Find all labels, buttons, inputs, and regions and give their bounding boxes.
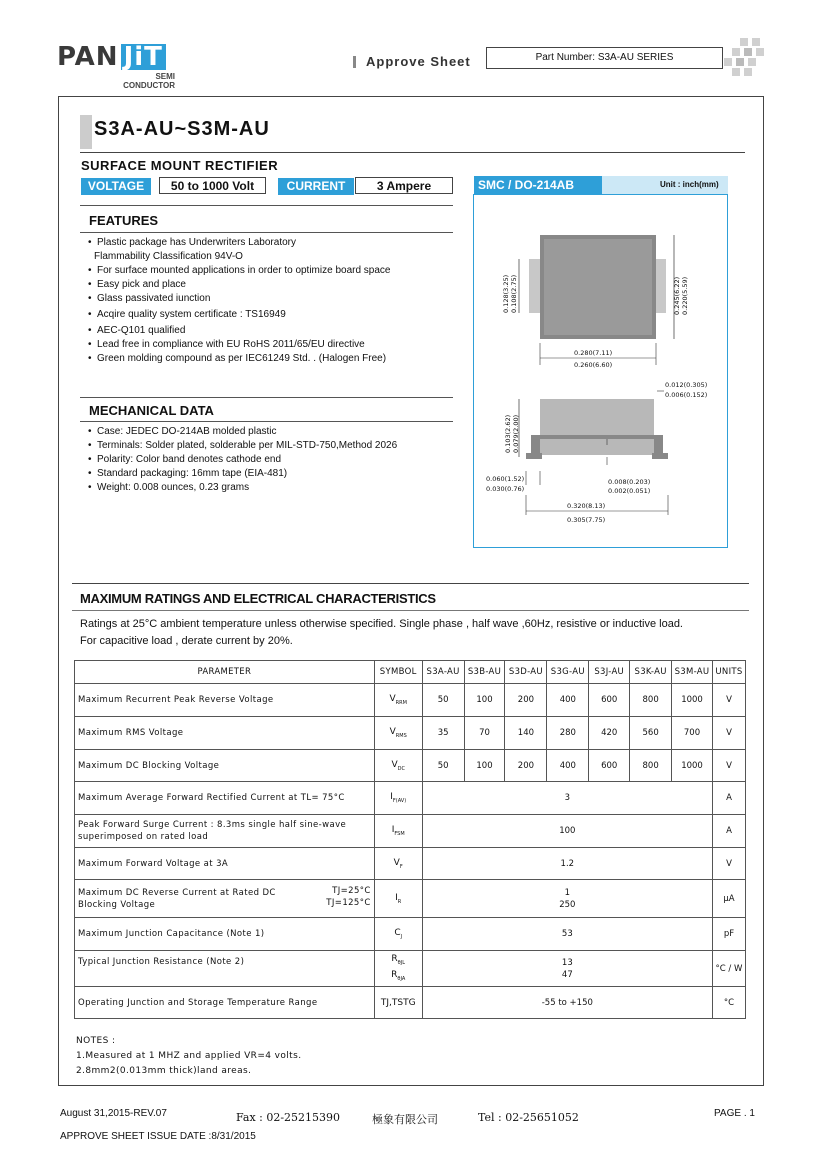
row-value <box>422 951 712 987</box>
dim-side-t1: 0.012(0.305) <box>665 381 708 389</box>
current-label: CURRENT <box>278 178 354 195</box>
row-parameter: Maximum Average Forward Rectified Current at TL= 75°C <box>75 782 375 815</box>
value-s3a: 50 <box>422 684 464 717</box>
mechanical-list <box>88 425 397 495</box>
value-s3g: 400 <box>547 750 589 782</box>
table-row <box>75 951 746 987</box>
max-ratings-underline <box>72 610 749 611</box>
table-row <box>75 782 746 815</box>
logo-pan-text: PAN <box>57 42 119 72</box>
dim-top-r1: 0.245(6.22) <box>673 276 681 315</box>
row-symbol: $I_{FSM}$ <box>374 815 422 848</box>
feature-item: • Easy pick and place <box>88 278 391 292</box>
dim-side-h1: 0.103(2.62) <box>504 414 512 453</box>
logo-sub-conductor: CONDUCTOR <box>123 81 175 90</box>
part-number-box: Part Number: S3A-AU SERIES <box>486 47 723 69</box>
package-drawing <box>473 194 728 548</box>
header-s3k: S3K-AU <box>630 661 672 684</box>
mechanical-item: • Standard packaging: 16mm tape (EIA-481) <box>88 467 397 481</box>
value-s3j: 420 <box>589 717 630 750</box>
voltage-value: 50 to 1000 Volt <box>159 177 266 194</box>
feature-item: • For surface mounted applications in order to optimize board space <box>88 264 391 278</box>
row-symbol: $I_{F(AV)}$ <box>374 782 422 815</box>
row-unit: °C / W <box>712 951 745 987</box>
value-rthja: 47 <box>561 969 573 980</box>
note-1: 1.Measured at 1 MHZ and applied VR=4 volts. <box>76 1051 302 1061</box>
header-s3a: S3A-AU <box>422 661 464 684</box>
table-row <box>75 717 746 750</box>
row-parameter: Maximum DC Blocking Voltage <box>75 750 375 782</box>
row-symbol: $C_J$ <box>374 918 422 951</box>
value-s3m: 1000 <box>672 750 713 782</box>
row-symbol: $I_R$ <box>374 880 422 918</box>
row-value <box>422 880 712 918</box>
value-s3m: 700 <box>672 717 713 750</box>
current-value: 3 Ampere <box>355 177 453 194</box>
value-s3d: 200 <box>505 684 547 717</box>
company-logo <box>57 42 175 90</box>
ratings-table <box>74 660 746 1019</box>
row-parameter: Operating Junction and Storage Temperature Range <box>75 987 375 1019</box>
value-25c: 1 <box>564 887 571 898</box>
row-parameter: Maximum RMS Voltage <box>75 717 375 750</box>
dim-top-h1: 0.128(3.25) <box>502 274 510 313</box>
dim-side-s1: 0.008(0.203) <box>608 478 651 486</box>
row-value: 53 <box>422 918 712 951</box>
feature-item: • Glass passivated iunction <box>88 292 391 306</box>
footer-fax: Fax : 02-25215390 <box>236 1111 341 1124</box>
row-value: 100 <box>422 815 712 848</box>
ratings-line-2: For capacitive load , derate current by 20%. <box>80 635 293 647</box>
title-divider <box>80 152 745 153</box>
table-header-row <box>75 661 746 684</box>
features-bottom-line <box>80 232 453 233</box>
features-list <box>88 236 391 366</box>
row-symbol: $V_{DC}$ <box>374 750 422 782</box>
value-s3j: 600 <box>589 750 630 782</box>
max-ratings-title: MAXIMUM RATINGS AND ELECTRICAL CHARACTERISTICS <box>80 591 436 606</box>
header-parameter: PARAMETER <box>75 661 375 684</box>
row-unit: V <box>712 848 745 880</box>
ratings-text <box>80 616 683 650</box>
value-s3k: 560 <box>630 717 672 750</box>
dim-side-t2: 0.006(0.152) <box>665 391 708 399</box>
feature-item: • Plastic package has Underwriters Laboratory <box>88 236 391 250</box>
row-unit: V <box>712 684 745 717</box>
table-row <box>75 684 746 717</box>
condition-25c: TJ=25°C <box>332 886 371 896</box>
value-s3d: 140 <box>505 717 547 750</box>
footer-page: PAGE . 1 <box>714 1108 755 1119</box>
condition-125c: TJ=125°C <box>326 898 371 908</box>
row-parameter: Peak Forward Surge Current : 8.3ms single half sine-wave superimposed on rated load <box>75 815 375 848</box>
dim-side-h2: 0.079(2.00) <box>512 414 520 453</box>
footer-issue-date: APPROVE SHEET ISSUE DATE :8/31/2015 <box>60 1131 256 1142</box>
logo-sub-semi: SEMI <box>155 72 175 81</box>
voltage-label: VOLTAGE <box>81 178 151 195</box>
mechanical-title: MECHANICAL DATA <box>89 403 214 418</box>
mechanical-top-line <box>80 397 453 398</box>
row-symbol: $V_F$ <box>374 848 422 880</box>
dim-top-w1: 0.280(7.11) <box>574 349 613 357</box>
header-s3j: S3J-AU <box>589 661 630 684</box>
header-s3g: S3G-AU <box>547 661 589 684</box>
row-unit: V <box>712 717 745 750</box>
dim-top-r2: 0.220(5.59) <box>681 276 689 315</box>
header-symbol: SYMBOL <box>374 661 422 684</box>
row-symbol: $R_{\theta JL}$ $R_{\theta JA}$ <box>374 951 422 987</box>
page-title: S3A-AU~S3M-AU <box>94 118 270 140</box>
approve-sheet-label: Approve Sheet <box>356 54 471 69</box>
row-parameter: Maximum Recurrent Peak Reverse Voltage <box>75 684 375 717</box>
row-symbol: $V_{RMS}$ <box>374 717 422 750</box>
row-unit: A <box>712 815 745 848</box>
row-parameter: Maximum Forward Voltage at 3A <box>75 848 375 880</box>
dim-top-h2: 0.108(2.75) <box>510 274 518 313</box>
feature-item: Flammability Classification 94V-O <box>94 251 243 262</box>
value-s3g: 400 <box>547 684 589 717</box>
footer-tel: Tel : 02-25651052 <box>478 1111 579 1124</box>
decorative-squares-icon <box>724 38 764 76</box>
value-rthjl: 13 <box>561 957 573 968</box>
product-subtitle: SURFACE MOUNT RECTIFIER <box>81 158 279 173</box>
table-row <box>75 815 746 848</box>
value-s3k: 800 <box>630 750 672 782</box>
feature-item: • Green molding compound as per IEC61249 Std. . (Halogen Free) <box>88 352 391 366</box>
row-value: 3 <box>422 782 712 815</box>
features-title: FEATURES <box>89 213 159 228</box>
header-s3b: S3B-AU <box>464 661 505 684</box>
dim-side-w1: 0.320(8.13) <box>567 502 606 510</box>
max-ratings-top-line <box>72 583 749 584</box>
mechanical-item: • Weight: 0.008 ounces, 0.23 grams <box>88 481 397 495</box>
notes <box>76 1034 301 1079</box>
feature-item: • AEC-Q101 qualified <box>88 324 391 338</box>
mechanical-item: • Terminals: Solder plated, solderable per MIL-STD-750,Method 2026 <box>88 439 397 453</box>
header-units: UNITS <box>712 661 745 684</box>
table-row <box>75 848 746 880</box>
features-top-line <box>80 205 453 206</box>
notes-title: NOTES : <box>76 1036 116 1046</box>
row-parameter: Maximum DC Reverse Current at Rated DC Blocking Voltage TJ=25°C TJ=125°C <box>75 880 375 918</box>
row-parameter: Maximum Junction Capacitance (Note 1) <box>75 918 375 951</box>
row-symbol: $V_{RRM}$ <box>374 684 422 717</box>
logo-jit-text: JiT <box>121 44 166 70</box>
value-125c: 250 <box>559 899 576 910</box>
value-s3a: 50 <box>422 750 464 782</box>
value-s3b: 70 <box>464 717 505 750</box>
header-s3d: S3D-AU <box>505 661 547 684</box>
dim-side-s2: 0.002(0.051) <box>608 487 651 495</box>
dim-top-w2: 0.260(6.60) <box>574 361 613 369</box>
row-unit: µA <box>712 880 745 918</box>
ratings-line-1: Ratings at 25°C ambient temperature unless otherwise specified. Single phase , half wave ,60Hz, resistive or inductive load. <box>80 618 683 630</box>
package-name: SMC / DO-214AB <box>474 176 602 194</box>
table-row <box>75 750 746 782</box>
feature-item: • Lead free in compliance with EU RoHS 2011/65/EU directive <box>88 338 391 352</box>
package-unit: Unit : inch(mm) <box>660 180 719 189</box>
value-s3k: 800 <box>630 684 672 717</box>
value-s3g: 280 <box>547 717 589 750</box>
mechanical-bottom-line <box>80 421 453 422</box>
title-accent-bar <box>80 115 92 149</box>
row-unit: A <box>712 782 745 815</box>
value-s3j: 600 <box>589 684 630 717</box>
note-2: 2.8mm2(0.013mm thick)land areas. <box>76 1066 252 1076</box>
table-row <box>75 987 746 1019</box>
row-unit: V <box>712 750 745 782</box>
table-row <box>75 918 746 951</box>
row-unit: pF <box>712 918 745 951</box>
value-s3b: 100 <box>464 750 505 782</box>
dim-side-l1: 0.060(1.52) <box>486 475 525 483</box>
row-value: -55 to +150 <box>422 987 712 1019</box>
row-unit: °C <box>712 987 745 1019</box>
row-value: 1.2 <box>422 848 712 880</box>
value-s3m: 1000 <box>672 684 713 717</box>
footer-company: 極象有限公司 <box>372 1113 438 1126</box>
dim-side-l2: 0.030(0.76) <box>486 485 525 493</box>
header-s3m: S3M-AU <box>672 661 713 684</box>
value-s3b: 100 <box>464 684 505 717</box>
table-row <box>75 880 746 918</box>
feature-item: • Acqire quality system certificate : TS16949 <box>88 308 391 322</box>
value-s3d: 200 <box>505 750 547 782</box>
row-symbol: TJ,TSTG <box>374 987 422 1019</box>
mechanical-item: • Case: JEDEC DO-214AB molded plastic <box>88 425 397 439</box>
row-parameter: Typical Junction Resistance (Note 2) <box>75 951 375 987</box>
value-s3a: 35 <box>422 717 464 750</box>
footer-date-rev: August 31,2015-REV.07 <box>60 1108 167 1119</box>
dim-side-w2: 0.305(7.75) <box>567 516 606 524</box>
mechanical-item: • Polarity: Color band denotes cathode end <box>88 453 397 467</box>
